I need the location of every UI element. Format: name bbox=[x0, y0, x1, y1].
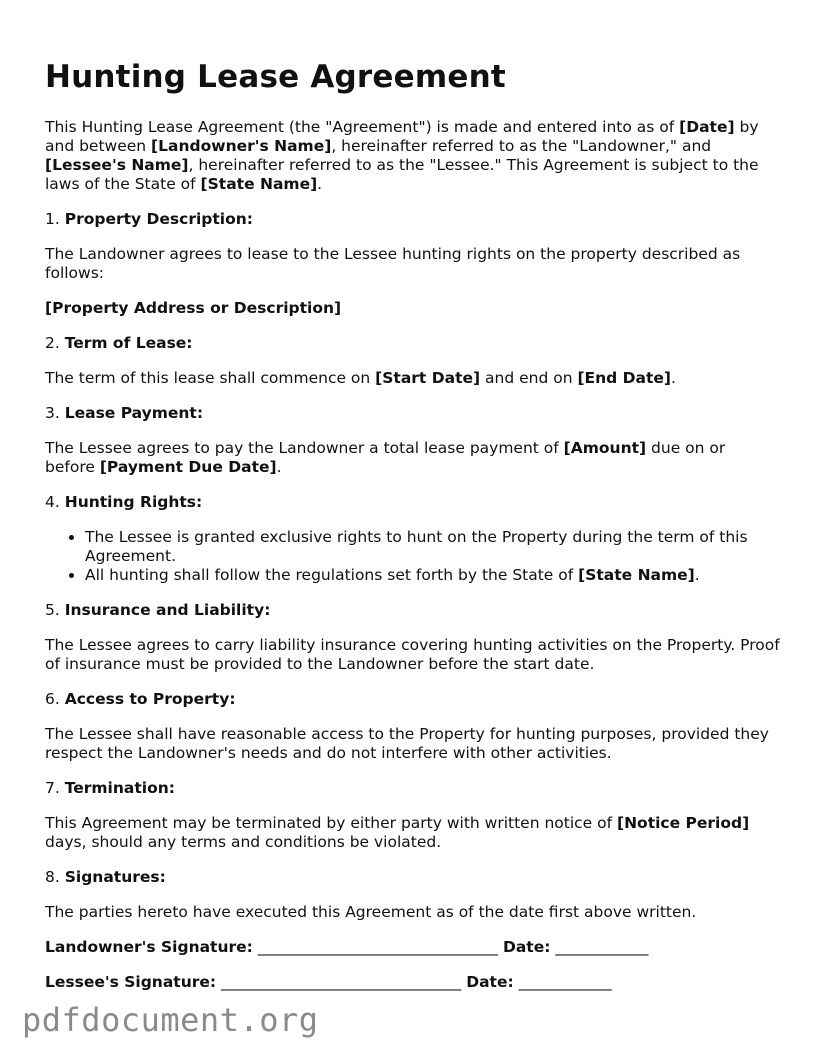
intro-text: . bbox=[317, 175, 323, 193]
intro-paragraph bbox=[45, 118, 780, 194]
section-text: The parties hereto have executed this Agreement as of the date first above written. bbox=[45, 903, 697, 921]
section-text: The Lessee shall have reasonable access to the Property for hunting purposes, provided they respect the Landowner's needs and do not interfere with other activities. bbox=[45, 725, 769, 762]
lessee-name-placeholder: [Lessee's Name] bbox=[45, 156, 189, 174]
section-heading-property-description: 1. Property Description: bbox=[45, 210, 253, 228]
section-heading-hunting-rights: 4. Hunting Rights: bbox=[45, 493, 203, 511]
intro-text: , hereinafter referred to as the "Lessee." This Agreement is subject to the laws of the State of bbox=[45, 156, 759, 193]
landowner-signature-line[interactable]: Landowner's Signature: _______________________________ Date: ____________ bbox=[45, 938, 649, 956]
watermark: pdfdocument.org bbox=[22, 1001, 319, 1039]
section-heading-access: 6. Access to Property: bbox=[45, 690, 236, 708]
intro-text: This Hunting Lease Agreement (the "Agreement") is made and entered into as of bbox=[45, 118, 680, 136]
intro-text: by and between bbox=[45, 118, 759, 155]
amount-placeholder: [Amount] bbox=[563, 439, 647, 457]
section-text: The Landowner agrees to lease to the Lessee hunting rights on the property described as follows: bbox=[45, 245, 741, 282]
start-date-placeholder: [Start Date] bbox=[375, 369, 481, 387]
landowner-name-placeholder: [Landowner's Name] bbox=[151, 137, 332, 155]
notice-period-placeholder: [Notice Period] bbox=[617, 814, 750, 832]
end-date-placeholder: [End Date] bbox=[577, 369, 671, 387]
lessee-signature-line[interactable]: Lessee's Signature: _______________________________ Date: ____________ bbox=[45, 973, 612, 991]
section-text: The term of this lease shall commence on [Start Date] and end on [End Date]. bbox=[45, 369, 676, 387]
section-text: The Lessee agrees to pay the Landowner a total lease payment of [Amount] due on or before [Payment Due Date]. bbox=[45, 439, 726, 476]
section-heading-signatures: 8. Signatures: bbox=[45, 868, 166, 886]
section-text: The Lessee agrees to carry liability insurance covering hunting activities on the Property. Proof of insurance must be provided to the Landowner before the start date. bbox=[45, 636, 780, 673]
property-placeholder: [Property Address or Description] bbox=[45, 299, 342, 317]
list-item: • All hunting shall follow the regulations set forth by the State of [State Name]. bbox=[85, 566, 780, 585]
section-heading-term-of-lease: 2. Term of Lease: bbox=[45, 334, 193, 352]
list-item: • The Lessee is granted exclusive rights to hunt on the Property during the term of this Agreement. bbox=[85, 528, 780, 566]
section-text: This Agreement may be terminated by either party with written notice of [Notice Period] days, should any terms and conditions be violated. bbox=[45, 814, 750, 851]
section-heading-insurance: 5. Insurance and Liability: bbox=[45, 601, 271, 619]
due-date-placeholder: [Payment Due Date] bbox=[99, 458, 277, 476]
section-heading-lease-payment: 3. Lease Payment: bbox=[45, 404, 204, 422]
intro-text: , hereinafter referred to as the "Landowner," and bbox=[331, 137, 712, 155]
date-placeholder: [Date] bbox=[679, 118, 735, 136]
document-title: Hunting Lease Agreement bbox=[45, 59, 506, 95]
document-page bbox=[45, 58, 780, 1008]
state-name-placeholder: [State Name] bbox=[578, 566, 695, 584]
hunting-rights-list bbox=[45, 528, 780, 585]
section-heading-termination: 7. Termination: bbox=[45, 779, 175, 797]
state-name-placeholder: [State Name] bbox=[200, 175, 318, 193]
